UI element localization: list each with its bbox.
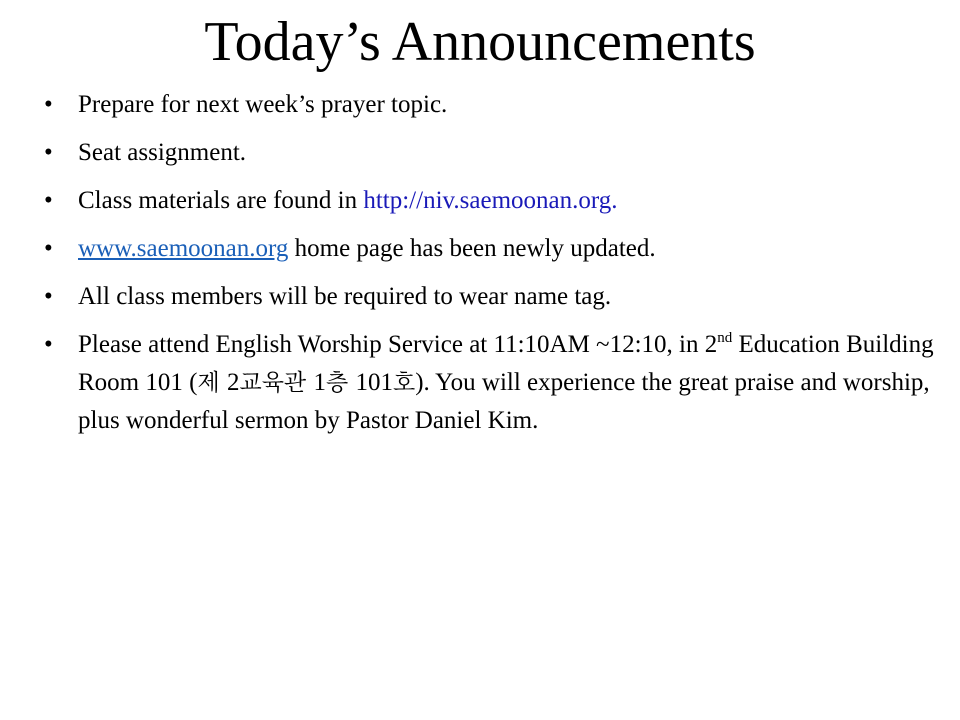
bullet-text-suffix: . [611, 187, 618, 214]
ordinal-superscript: nd [717, 330, 733, 346]
bullet-text: Seat assignment. [78, 139, 247, 166]
korean-text: 호 [392, 370, 416, 396]
bullet-icon: • [44, 331, 53, 358]
bullet-icon: • [44, 139, 53, 166]
korean-text: 제 [197, 370, 227, 396]
bullet-text-part: Education Building Room 101 ( [78, 331, 934, 396]
list-item [0, 182, 960, 220]
bullet-text-part: 2 [226, 369, 240, 396]
list-item [0, 278, 960, 316]
bullet-text: Prepare for next week’s prayer topic. [78, 91, 448, 118]
bullet-icon: • [44, 283, 53, 310]
list-item [0, 230, 960, 268]
announcement-list [0, 86, 960, 450]
list-item [0, 134, 960, 172]
list-item [0, 326, 960, 440]
bullet-text: All class members will be required to wear name tag. [78, 283, 612, 310]
bullet-text-part: Please attend English Worship Service at 11:10AM ~12:10, in 2 [78, 331, 718, 358]
bullet-icon: • [44, 187, 53, 214]
bullet-text-suffix: home page has been newly updated. [288, 235, 656, 262]
bullet-text-part: 101 [355, 369, 393, 396]
slide-title: Today’s Announcements [204, 11, 756, 73]
bullet-text-prefix: Class materials are found in [78, 187, 364, 214]
bullet-icon: • [44, 235, 53, 262]
korean-text: 층 [325, 370, 356, 396]
bullet-text-part: ). You will experience the great praise and worship, plus wonderful sermon by Pastor Daniel Kim. [78, 369, 930, 434]
list-item [0, 86, 960, 124]
bullet-text-part: 1 [313, 369, 326, 396]
class-materials-link[interactable]: http://niv.saemoonan.org [363, 187, 612, 214]
bullet-icon: • [44, 91, 53, 118]
homepage-link[interactable]: www.saemoonan.org [78, 235, 289, 262]
korean-text: 교육관 [239, 370, 314, 396]
